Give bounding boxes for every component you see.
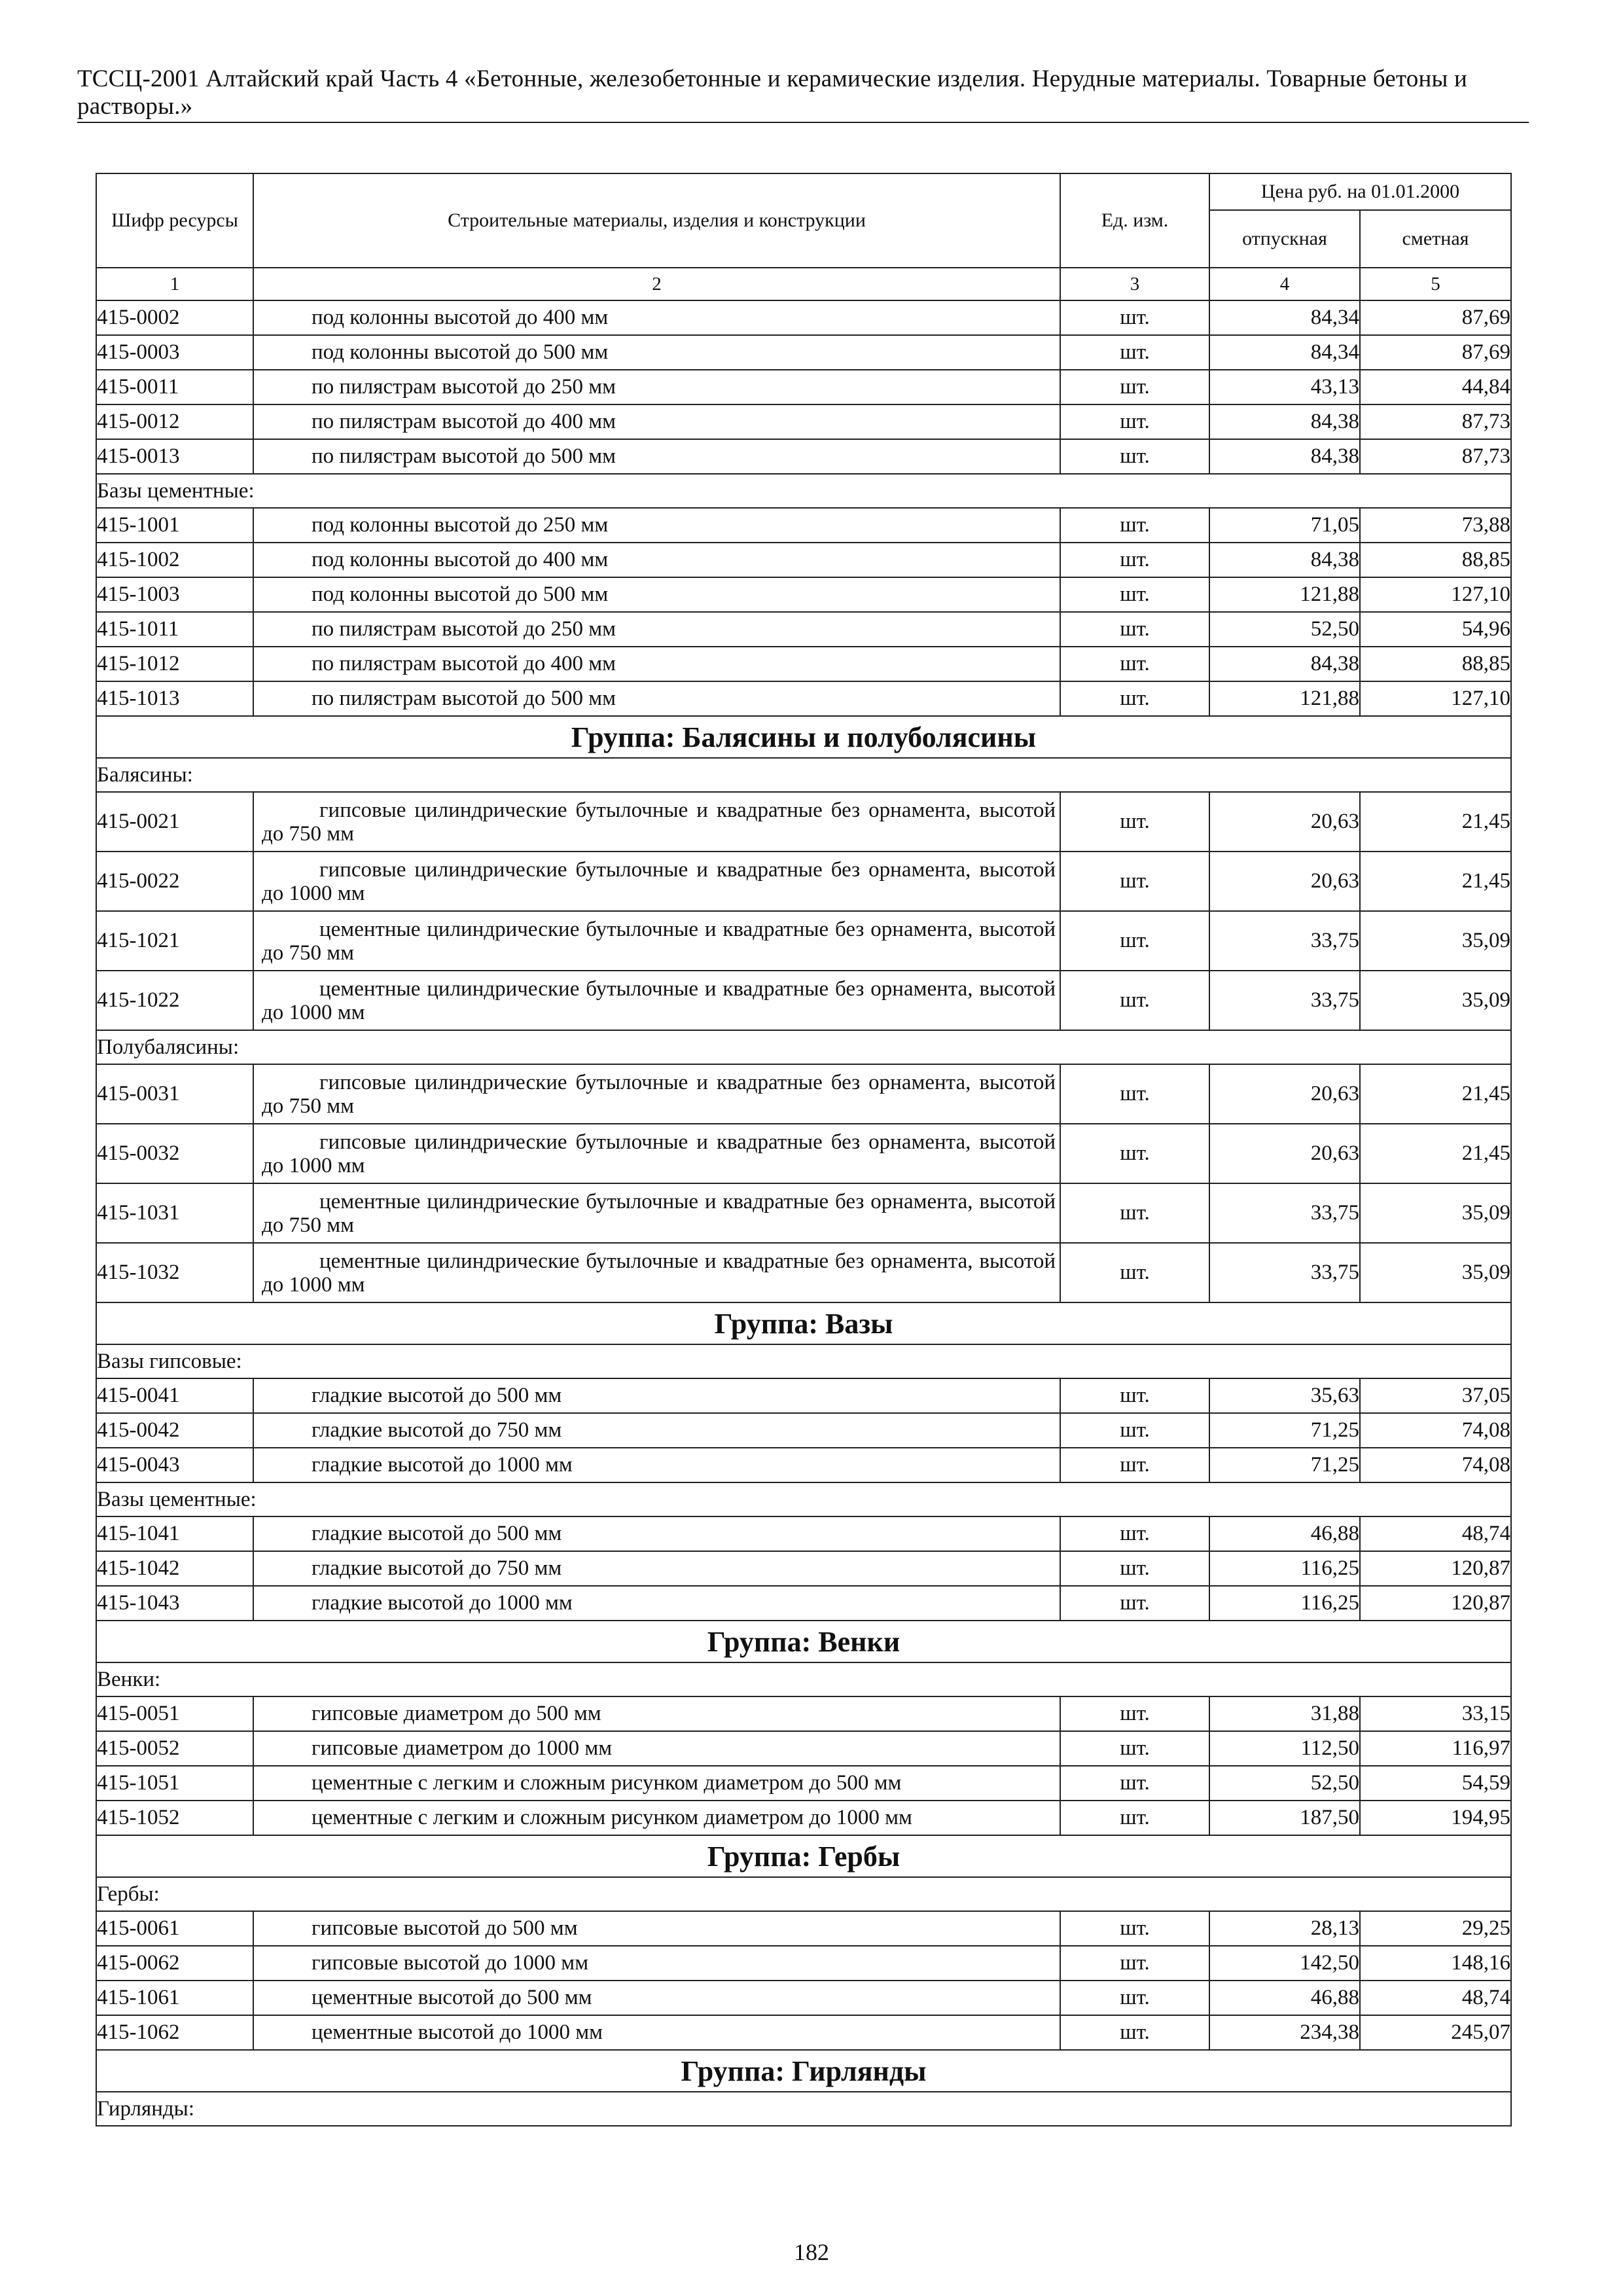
table-row bbox=[96, 1586, 1511, 1621]
resource-code: 415-0011 bbox=[96, 370, 253, 404]
table-row bbox=[96, 971, 1511, 1030]
group-heading: Группа: Балясины и полуболясины bbox=[96, 716, 1511, 758]
column-number: 2 bbox=[253, 268, 1060, 300]
table-row bbox=[96, 335, 1511, 370]
release-price: 33,75 bbox=[1209, 911, 1360, 971]
table-body bbox=[96, 268, 1511, 2126]
release-price: 116,25 bbox=[1209, 1586, 1360, 1621]
material-name: под колонны высотой до 400 мм bbox=[253, 543, 1060, 577]
table-row bbox=[96, 792, 1511, 852]
table-row bbox=[96, 852, 1511, 911]
unit: шт. bbox=[1060, 681, 1209, 716]
header-estimate-price: сметная bbox=[1360, 210, 1511, 268]
release-price: 116,25 bbox=[1209, 1551, 1360, 1586]
resource-code: 415-0051 bbox=[96, 1696, 253, 1731]
estimate-price: 116,97 bbox=[1360, 1731, 1511, 1766]
material-name: цементные цилиндрические бутылочные и квадратные без орнамента, высотой до 1000 мм bbox=[253, 1243, 1060, 1302]
release-price: 52,50 bbox=[1209, 612, 1360, 647]
unit: шт. bbox=[1060, 1946, 1209, 1981]
material-name: цементные с легким и сложным рисунком диаметром до 500 мм bbox=[253, 1766, 1060, 1801]
unit: шт. bbox=[1060, 971, 1209, 1030]
release-price: 187,50 bbox=[1209, 1801, 1360, 1835]
release-price: 71,25 bbox=[1209, 1448, 1360, 1482]
subgroup-label: Полубалясины: bbox=[96, 1030, 1511, 1064]
resource-code: 415-1041 bbox=[96, 1516, 253, 1551]
unit: шт. bbox=[1060, 1801, 1209, 1835]
release-price: 142,50 bbox=[1209, 1946, 1360, 1981]
estimate-price: 21,45 bbox=[1360, 852, 1511, 911]
table-row bbox=[96, 439, 1511, 474]
release-price: 121,88 bbox=[1209, 577, 1360, 612]
subgroup-row bbox=[96, 1344, 1511, 1378]
estimate-price: 194,95 bbox=[1360, 1801, 1511, 1835]
table-row bbox=[96, 1766, 1511, 1801]
material-name: по пилястрам высотой до 250 мм bbox=[253, 612, 1060, 647]
estimate-price: 29,25 bbox=[1360, 1911, 1511, 1946]
group-row bbox=[96, 2050, 1511, 2092]
table-row bbox=[96, 1981, 1511, 2015]
resource-code: 415-1012 bbox=[96, 647, 253, 681]
table-row bbox=[96, 404, 1511, 439]
release-price: 20,63 bbox=[1209, 1124, 1360, 1183]
resource-code: 415-0021 bbox=[96, 792, 253, 852]
material-name: цементные цилиндрические бутылочные и квадратные без орнамента, высотой до 750 мм bbox=[253, 1183, 1060, 1243]
resource-code: 415-1001 bbox=[96, 508, 253, 543]
header-unit: Ед. изм. bbox=[1060, 173, 1209, 268]
subgroup-label: Вазы гипсовые: bbox=[96, 1344, 1511, 1378]
estimate-price: 35,09 bbox=[1360, 1243, 1511, 1302]
material-name: гладкие высотой до 750 мм bbox=[253, 1413, 1060, 1448]
estimate-price: 48,74 bbox=[1360, 1516, 1511, 1551]
release-price: 84,34 bbox=[1209, 335, 1360, 370]
subgroup-row bbox=[96, 2092, 1511, 2126]
subgroup-row bbox=[96, 1482, 1511, 1516]
estimate-price: 33,15 bbox=[1360, 1696, 1511, 1731]
group-heading: Группа: Венки bbox=[96, 1621, 1511, 1662]
table-row bbox=[96, 1551, 1511, 1586]
release-price: 28,13 bbox=[1209, 1911, 1360, 1946]
release-price: 234,38 bbox=[1209, 2015, 1360, 2050]
material-name: под колонны высотой до 500 мм bbox=[253, 577, 1060, 612]
unit: шт. bbox=[1060, 792, 1209, 852]
resource-code: 415-1052 bbox=[96, 1801, 253, 1835]
material-name: по пилястрам высотой до 400 мм bbox=[253, 647, 1060, 681]
estimate-price: 87,69 bbox=[1360, 335, 1511, 370]
unit: шт. bbox=[1060, 1064, 1209, 1124]
subgroup-row bbox=[96, 758, 1511, 792]
column-number: 1 bbox=[96, 268, 253, 300]
group-row bbox=[96, 1302, 1511, 1344]
estimate-price: 54,59 bbox=[1360, 1766, 1511, 1801]
table-row bbox=[96, 1696, 1511, 1731]
unit: шт. bbox=[1060, 508, 1209, 543]
resource-code: 415-0032 bbox=[96, 1124, 253, 1183]
price-table bbox=[96, 173, 1512, 2126]
table-row bbox=[96, 1183, 1511, 1243]
estimate-price: 148,16 bbox=[1360, 1946, 1511, 1981]
release-price: 71,25 bbox=[1209, 1413, 1360, 1448]
column-number: 4 bbox=[1209, 268, 1360, 300]
resource-code: 415-0052 bbox=[96, 1731, 253, 1766]
subgroup-row bbox=[96, 1877, 1511, 1911]
table-row bbox=[96, 1946, 1511, 1981]
table-row bbox=[96, 1516, 1511, 1551]
header-name: Строительные материалы, изделия и конструкции bbox=[253, 173, 1060, 268]
unit: шт. bbox=[1060, 911, 1209, 971]
resource-code: 415-1022 bbox=[96, 971, 253, 1030]
resource-code: 415-0003 bbox=[96, 335, 253, 370]
unit: шт. bbox=[1060, 1183, 1209, 1243]
unit: шт. bbox=[1060, 852, 1209, 911]
estimate-price: 87,69 bbox=[1360, 300, 1511, 335]
estimate-price: 54,96 bbox=[1360, 612, 1511, 647]
material-name: под колонны высотой до 250 мм bbox=[253, 508, 1060, 543]
estimate-price: 127,10 bbox=[1360, 577, 1511, 612]
material-name: гипсовые цилиндрические бутылочные и квадратные без орнамента, высотой до 750 мм bbox=[253, 1064, 1060, 1124]
estimate-price: 37,05 bbox=[1360, 1378, 1511, 1413]
unit: шт. bbox=[1060, 1911, 1209, 1946]
release-price: 84,38 bbox=[1209, 404, 1360, 439]
table-row bbox=[96, 681, 1511, 716]
header-price: Цена руб. на 01.01.2000 bbox=[1209, 173, 1511, 210]
release-price: 33,75 bbox=[1209, 1183, 1360, 1243]
resource-code: 415-1043 bbox=[96, 1586, 253, 1621]
unit: шт. bbox=[1060, 1766, 1209, 1801]
table-row bbox=[96, 543, 1511, 577]
material-name: гипсовые диаметром до 1000 мм bbox=[253, 1731, 1060, 1766]
unit: шт. bbox=[1060, 1413, 1209, 1448]
resource-code: 415-0012 bbox=[96, 404, 253, 439]
resource-code: 415-1042 bbox=[96, 1551, 253, 1586]
estimate-price: 88,85 bbox=[1360, 543, 1511, 577]
unit: шт. bbox=[1060, 300, 1209, 335]
resource-code: 415-0013 bbox=[96, 439, 253, 474]
resource-code: 415-0031 bbox=[96, 1064, 253, 1124]
resource-code: 415-0062 bbox=[96, 1946, 253, 1981]
material-name: гипсовые цилиндрические бутылочные и квадратные без орнамента, высотой до 1000 мм bbox=[253, 852, 1060, 911]
resource-code: 415-1062 bbox=[96, 2015, 253, 2050]
subgroup-label: Гербы: bbox=[96, 1877, 1511, 1911]
unit: шт. bbox=[1060, 577, 1209, 612]
release-price: 20,63 bbox=[1209, 792, 1360, 852]
table-row bbox=[96, 612, 1511, 647]
estimate-price: 87,73 bbox=[1360, 404, 1511, 439]
estimate-price: 88,85 bbox=[1360, 647, 1511, 681]
unit: шт. bbox=[1060, 1378, 1209, 1413]
material-name: цементные высотой до 1000 мм bbox=[253, 2015, 1060, 2050]
unit: шт. bbox=[1060, 2015, 1209, 2050]
subgroup-label: Венки: bbox=[96, 1662, 1511, 1696]
estimate-price: 21,45 bbox=[1360, 1124, 1511, 1183]
subgroup-row bbox=[96, 1030, 1511, 1064]
material-name: гладкие высотой до 500 мм bbox=[253, 1516, 1060, 1551]
table-row bbox=[96, 1731, 1511, 1766]
release-price: 112,50 bbox=[1209, 1731, 1360, 1766]
estimate-price: 44,84 bbox=[1360, 370, 1511, 404]
material-name: гипсовые цилиндрические бутылочные и квадратные без орнамента, высотой до 750 мм bbox=[253, 792, 1060, 852]
unit: шт. bbox=[1060, 1696, 1209, 1731]
resource-code: 415-0042 bbox=[96, 1413, 253, 1448]
release-price: 33,75 bbox=[1209, 971, 1360, 1030]
release-price: 46,88 bbox=[1209, 1516, 1360, 1551]
material-name: по пилястрам высотой до 500 мм bbox=[253, 681, 1060, 716]
subgroup-row bbox=[96, 1662, 1511, 1696]
resource-code: 415-1011 bbox=[96, 612, 253, 647]
table-row bbox=[96, 2015, 1511, 2050]
table-row bbox=[96, 1801, 1511, 1835]
column-number: 5 bbox=[1360, 268, 1511, 300]
group-row bbox=[96, 1835, 1511, 1877]
estimate-price: 87,73 bbox=[1360, 439, 1511, 474]
resource-code: 415-1003 bbox=[96, 577, 253, 612]
table-row bbox=[96, 1064, 1511, 1124]
table-row bbox=[96, 647, 1511, 681]
table-row bbox=[96, 1911, 1511, 1946]
group-heading: Группа: Вазы bbox=[96, 1302, 1511, 1344]
material-name: цементные с легким и сложным рисунком диаметром до 1000 мм bbox=[253, 1801, 1060, 1835]
unit: шт. bbox=[1060, 1124, 1209, 1183]
material-name: гипсовые диаметром до 500 мм bbox=[253, 1696, 1060, 1731]
resource-code: 415-1013 bbox=[96, 681, 253, 716]
estimate-price: 245,07 bbox=[1360, 2015, 1511, 2050]
material-name: по пилястрам высотой до 250 мм bbox=[253, 370, 1060, 404]
table-row bbox=[96, 1413, 1511, 1448]
material-name: гипсовые цилиндрические бутылочные и квадратные без орнамента, высотой до 1000 мм bbox=[253, 1124, 1060, 1183]
material-name: по пилястрам высотой до 500 мм bbox=[253, 439, 1060, 474]
unit: шт. bbox=[1060, 404, 1209, 439]
release-price: 84,38 bbox=[1209, 647, 1360, 681]
table-row bbox=[96, 1124, 1511, 1183]
table-row bbox=[96, 1243, 1511, 1302]
table-row bbox=[96, 370, 1511, 404]
subgroup-label: Базы цементные: bbox=[96, 474, 1511, 508]
unit: шт. bbox=[1060, 612, 1209, 647]
release-price: 35,63 bbox=[1209, 1378, 1360, 1413]
material-name: цементные высотой до 500 мм bbox=[253, 1981, 1060, 2015]
unit: шт. bbox=[1060, 370, 1209, 404]
release-price: 71,05 bbox=[1209, 508, 1360, 543]
resource-code: 415-1031 bbox=[96, 1183, 253, 1243]
resource-code: 415-1061 bbox=[96, 1981, 253, 2015]
material-name: гладкие высотой до 1000 мм bbox=[253, 1448, 1060, 1482]
release-price: 84,38 bbox=[1209, 543, 1360, 577]
estimate-price: 120,87 bbox=[1360, 1551, 1511, 1586]
resource-code: 415-0041 bbox=[96, 1378, 253, 1413]
group-heading: Группа: Гирлянды bbox=[96, 2050, 1511, 2092]
unit: шт. bbox=[1060, 1448, 1209, 1482]
header-release-price: отпускная bbox=[1209, 210, 1360, 268]
unit: шт. bbox=[1060, 1586, 1209, 1621]
header-code: Шифр ресурсы bbox=[96, 173, 253, 268]
release-price: 46,88 bbox=[1209, 1981, 1360, 2015]
estimate-price: 74,08 bbox=[1360, 1413, 1511, 1448]
unit: шт. bbox=[1060, 1731, 1209, 1766]
document-header: ТССЦ-2001 Алтайский край Часть 4 «Бетонные, железобетонные и керамические изделия. Нерудные материалы. Товарные бетоны и растворы.» bbox=[77, 65, 1468, 120]
unit: шт. bbox=[1060, 543, 1209, 577]
material-name: гипсовые высотой до 500 мм bbox=[253, 1911, 1060, 1946]
material-name: цементные цилиндрические бутылочные и квадратные без орнамента, высотой до 750 мм bbox=[253, 911, 1060, 971]
material-name: под колонны высотой до 500 мм bbox=[253, 335, 1060, 370]
estimate-price: 35,09 bbox=[1360, 971, 1511, 1030]
estimate-price: 21,45 bbox=[1360, 792, 1511, 852]
subgroup-label: Вазы цементные: bbox=[96, 1482, 1511, 1516]
subgroup-label: Балясины: bbox=[96, 758, 1511, 792]
unit: шт. bbox=[1060, 1516, 1209, 1551]
table-row bbox=[96, 911, 1511, 971]
group-heading: Группа: Гербы bbox=[96, 1835, 1511, 1877]
column-number: 3 bbox=[1060, 268, 1209, 300]
release-price: 31,88 bbox=[1209, 1696, 1360, 1731]
header-divider bbox=[77, 122, 1529, 123]
estimate-price: 35,09 bbox=[1360, 1183, 1511, 1243]
table-row bbox=[96, 577, 1511, 612]
release-price: 20,63 bbox=[1209, 852, 1360, 911]
estimate-price: 73,88 bbox=[1360, 508, 1511, 543]
page-number: 182 bbox=[794, 2239, 829, 2265]
material-name: гладкие высотой до 750 мм bbox=[253, 1551, 1060, 1586]
unit: шт. bbox=[1060, 647, 1209, 681]
estimate-price: 48,74 bbox=[1360, 1981, 1511, 2015]
subgroup-label: Гирлянды: bbox=[96, 2092, 1511, 2126]
release-price: 33,75 bbox=[1209, 1243, 1360, 1302]
estimate-price: 35,09 bbox=[1360, 911, 1511, 971]
table-row bbox=[96, 300, 1511, 335]
column-numbers-row bbox=[96, 268, 1511, 300]
resource-code: 415-1002 bbox=[96, 543, 253, 577]
resource-code: 415-1021 bbox=[96, 911, 253, 971]
release-price: 121,88 bbox=[1209, 681, 1360, 716]
group-row bbox=[96, 716, 1511, 758]
resource-code: 415-0022 bbox=[96, 852, 253, 911]
estimate-price: 74,08 bbox=[1360, 1448, 1511, 1482]
unit: шт. bbox=[1060, 1551, 1209, 1586]
unit: шт. bbox=[1060, 439, 1209, 474]
table-row bbox=[96, 1378, 1511, 1413]
release-price: 84,38 bbox=[1209, 439, 1360, 474]
resource-code: 415-0002 bbox=[96, 300, 253, 335]
unit: шт. bbox=[1060, 1243, 1209, 1302]
estimate-price: 21,45 bbox=[1360, 1064, 1511, 1124]
material-name: под колонны высотой до 400 мм bbox=[253, 300, 1060, 335]
resource-code: 415-0061 bbox=[96, 1911, 253, 1946]
release-price: 20,63 bbox=[1209, 1064, 1360, 1124]
release-price: 52,50 bbox=[1209, 1766, 1360, 1801]
resource-code: 415-0043 bbox=[96, 1448, 253, 1482]
material-name: гипсовые высотой до 1000 мм bbox=[253, 1946, 1060, 1981]
unit: шт. bbox=[1060, 335, 1209, 370]
material-name: гладкие высотой до 1000 мм bbox=[253, 1586, 1060, 1621]
group-row bbox=[96, 1621, 1511, 1662]
table-row bbox=[96, 1448, 1511, 1482]
material-name: по пилястрам высотой до 400 мм bbox=[253, 404, 1060, 439]
estimate-price: 127,10 bbox=[1360, 681, 1511, 716]
unit: шт. bbox=[1060, 1981, 1209, 2015]
subgroup-row bbox=[96, 474, 1511, 508]
material-name: гладкие высотой до 500 мм bbox=[253, 1378, 1060, 1413]
resource-code: 415-1051 bbox=[96, 1766, 253, 1801]
release-price: 84,34 bbox=[1209, 300, 1360, 335]
estimate-price: 120,87 bbox=[1360, 1586, 1511, 1621]
table-row bbox=[96, 508, 1511, 543]
material-name: цементные цилиндрические бутылочные и квадратные без орнамента, высотой до 1000 мм bbox=[253, 971, 1060, 1030]
release-price: 43,13 bbox=[1209, 370, 1360, 404]
resource-code: 415-1032 bbox=[96, 1243, 253, 1302]
